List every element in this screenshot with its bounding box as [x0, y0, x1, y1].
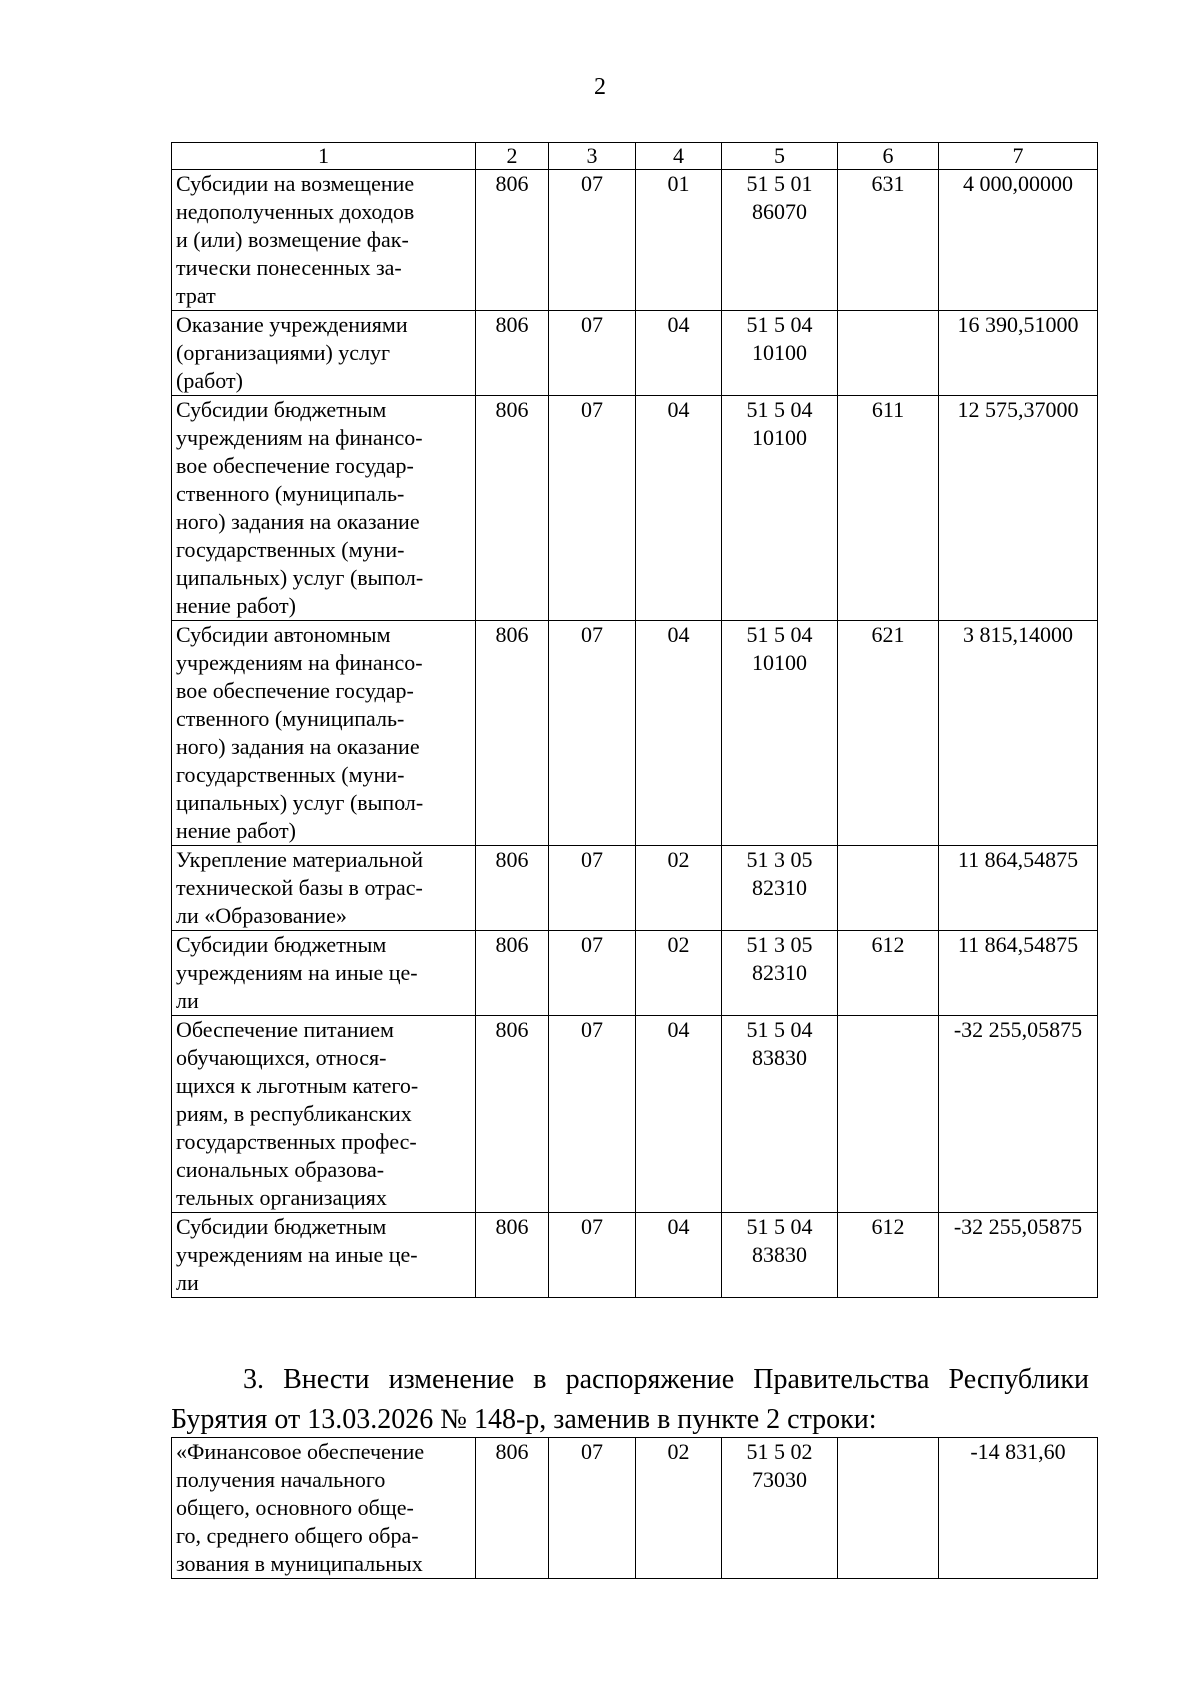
row-description: Субсидии на возмещение недополученных доходов и (или) возмещение фак- тически понесенных за- трат	[172, 170, 476, 311]
table-row	[172, 931, 1098, 1016]
ministry-code: 806	[476, 621, 549, 846]
budget-table	[171, 142, 1098, 1298]
section-code: 07	[549, 1438, 636, 1579]
section-code: 07	[549, 931, 636, 1016]
ministry-code: 806	[476, 1213, 549, 1298]
target-article-code: 51 5 01 86070	[722, 170, 838, 311]
subsection-code: 04	[636, 1213, 722, 1298]
target-article-code: 51 3 05 82310	[722, 846, 838, 931]
column-header: 4	[636, 143, 722, 170]
column-header: 1	[172, 143, 476, 170]
amount: -32 255,05875	[939, 1213, 1098, 1298]
table-row	[172, 170, 1098, 311]
expense-type-code	[838, 846, 939, 931]
row-description: Субсидии бюджетным учреждениям на финансо- вое обеспечение государ- ственного (муниципаль- ного) задания на оказание государственных (муни- ципальных) услуг (выпол- нение работ)	[172, 396, 476, 621]
subsection-code: 02	[636, 846, 722, 931]
expense-type-code: 611	[838, 396, 939, 621]
target-article-code: 51 5 04 10100	[722, 311, 838, 396]
table-row	[172, 621, 1098, 846]
expense-type-code	[838, 1016, 939, 1213]
target-article-code: 51 5 04 10100	[722, 621, 838, 846]
row-description: «Финансовое обеспечение получения начального общего, основного обще- го, среднего общего обра- зования в муниципальных	[172, 1438, 476, 1579]
column-header: 6	[838, 143, 939, 170]
column-header: 5	[722, 143, 838, 170]
amount: -32 255,05875	[939, 1016, 1098, 1213]
table-row	[172, 1438, 1098, 1579]
column-header: 3	[549, 143, 636, 170]
section-code: 07	[549, 311, 636, 396]
table-row	[172, 1213, 1098, 1298]
ministry-code: 806	[476, 1438, 549, 1579]
row-description: Обеспечение питанием обучающихся, относя- щихся к льготным катего- риям, в республиканских государственных профес- сиональных образова- тельных организациях	[172, 1016, 476, 1213]
target-article-code: 51 5 04 10100	[722, 396, 838, 621]
row-description: Укрепление материальной технической базы в отрас- ли «Образование»	[172, 846, 476, 931]
row-description: Оказание учреждениями (организациями) услуг (работ)	[172, 311, 476, 396]
subsection-code: 04	[636, 396, 722, 621]
ministry-code: 806	[476, 846, 549, 931]
table-header-row	[172, 143, 1098, 170]
amount: 16 390,51000	[939, 311, 1098, 396]
table-row	[172, 396, 1098, 621]
section-code: 07	[549, 1016, 636, 1213]
subsection-code: 04	[636, 311, 722, 396]
section-code: 07	[549, 621, 636, 846]
row-description: Субсидии бюджетным учреждениям на иные це- ли	[172, 1213, 476, 1298]
column-header: 7	[939, 143, 1098, 170]
expense-type-code: 612	[838, 931, 939, 1016]
subsection-code: 02	[636, 1438, 722, 1579]
page-number: 2	[594, 74, 606, 100]
target-article-code: 51 3 05 82310	[722, 931, 838, 1016]
ministry-code: 806	[476, 396, 549, 621]
ministry-code: 806	[476, 931, 549, 1016]
amount: 12 575,37000	[939, 396, 1098, 621]
amount: -14 831,60	[939, 1438, 1098, 1579]
table-row	[172, 311, 1098, 396]
column-header: 2	[476, 143, 549, 170]
ministry-code: 806	[476, 1016, 549, 1213]
row-description: Субсидии бюджетным учреждениям на иные це- ли	[172, 931, 476, 1016]
subsection-code: 04	[636, 621, 722, 846]
subsection-code: 02	[636, 931, 722, 1016]
expense-type-code	[838, 311, 939, 396]
ministry-code: 806	[476, 170, 549, 311]
expense-type-code: 631	[838, 170, 939, 311]
expense-type-code: 612	[838, 1213, 939, 1298]
amount: 11 864,54875	[939, 931, 1098, 1016]
target-article-code: 51 5 02 73030	[722, 1438, 838, 1579]
section-code: 07	[549, 396, 636, 621]
expense-type-code: 621	[838, 621, 939, 846]
amount: 11 864,54875	[939, 846, 1098, 931]
section-code: 07	[549, 170, 636, 311]
row-description: Субсидии автономным учреждениям на финансо- вое обеспечение государ- ственного (муниципаль- ного) задания на оказание государственных (муни- ципальных) услуг (выпол- нение работ)	[172, 621, 476, 846]
section-code: 07	[549, 1213, 636, 1298]
amount: 3 815,14000	[939, 621, 1098, 846]
paragraph-text: 3. Внести изменение в распоряжение Правительства Республики Бурятия от 13.03.2026 № 148-р, заменив в пункте 2 строки:	[171, 1364, 1089, 1435]
replacement-table	[171, 1437, 1098, 1579]
table-row	[172, 846, 1098, 931]
amendment-paragraph	[171, 1360, 1089, 1440]
amount: 4 000,00000	[939, 170, 1098, 311]
target-article-code: 51 5 04 83830	[722, 1213, 838, 1298]
table-row	[172, 1016, 1098, 1213]
section-code: 07	[549, 846, 636, 931]
subsection-code: 04	[636, 1016, 722, 1213]
target-article-code: 51 5 04 83830	[722, 1016, 838, 1213]
expense-type-code	[838, 1438, 939, 1579]
subsection-code: 01	[636, 170, 722, 311]
ministry-code: 806	[476, 311, 549, 396]
